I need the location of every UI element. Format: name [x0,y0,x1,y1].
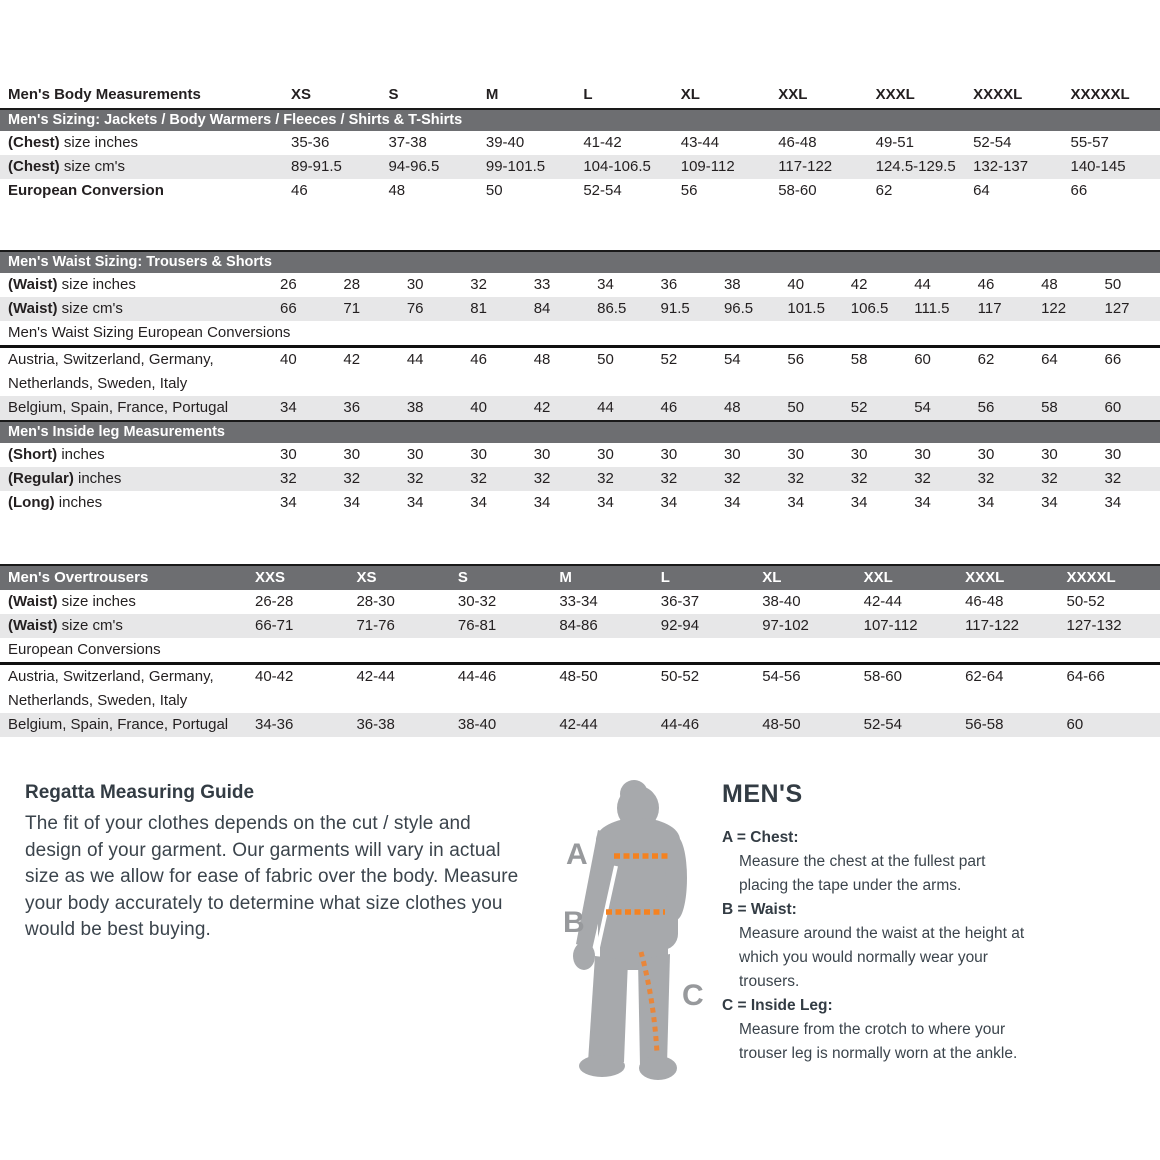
value-cell: 40 [787,276,805,293]
table-row [0,109,1160,131]
value-cell: 52-54 [973,134,1012,151]
table-row [0,590,1160,614]
value-cell: 52 [843,396,906,421]
value-cell: 32 [906,467,969,491]
size-header-cell: L [653,565,754,590]
table-title-cell: Men's Overtrousers [0,565,247,590]
size-header-cell: XL [680,86,700,103]
measure-item-description: Measure the chest at the fullest part placing the tape under the arms. [739,853,986,894]
table-row [0,614,1160,638]
size-header-cell: XL [754,565,855,590]
value-cell: 34 [533,494,551,511]
value-cell: 64-66 [1066,668,1105,685]
value-cell: 56 [970,396,1033,421]
value-cell: 140-145 [1063,155,1160,179]
section-bar-cell: Men's Waist Sizing: Trousers & Shorts [0,251,1160,273]
value-cell: 127 [1096,297,1160,321]
measuring-figure [540,760,720,1090]
value-cell: 52-54 [856,713,957,737]
value-cell: 32 [526,467,589,491]
value-cell: 34 [660,494,678,511]
value-cell: 58 [1033,396,1096,421]
size-table-waist-and-inside-leg [0,250,1160,515]
value-cell: 127-132 [1059,614,1160,638]
size-table-overtrousers [0,564,1160,737]
value-cell: 44 [914,276,931,293]
figure-label-c: C [682,979,704,1012]
size-header-cell: XS [348,565,449,590]
table-row [0,421,1160,443]
row-label-cell: (Chest) size cm's [0,155,283,179]
value-cell: 32 [970,467,1033,491]
value-cell: 111.5 [906,297,969,321]
value-cell: 56 [680,182,698,199]
value-cell: 30-32 [457,593,497,610]
mens-title: MEN'S [722,780,803,808]
value-cell: 32 [470,276,487,293]
measure-item-key: A = Chest: [722,829,799,846]
value-cell: 48-50 [754,713,855,737]
value-cell: 34 [1104,494,1122,511]
value-cell: 40-42 [255,668,294,685]
value-cell: 42-44 [551,713,652,737]
value-cell: 30 [1041,446,1058,463]
value-cell: 104-106.5 [575,155,672,179]
value-cell: 39-40 [485,134,525,151]
row-label-cell: (Chest) size inches [8,134,139,151]
value-cell: 76 [399,297,462,321]
value-cell: 38-40 [762,593,801,610]
value-cell: 84 [526,297,589,321]
value-cell: 32 [272,467,335,491]
value-cell: 94-96.5 [380,155,477,179]
value-cell: 41-42 [583,134,622,151]
value-cell: 43-44 [680,134,720,151]
value-cell: 42 [850,276,868,293]
value-cell: 62-64 [965,668,1004,685]
value-cell: 32 [462,467,525,491]
value-cell: 62 [977,351,995,368]
table-row [0,273,1160,297]
value-cell: 46 [653,396,716,421]
value-cell: 34 [787,494,805,511]
value-cell: 44-46 [457,668,497,685]
table-row [0,565,1160,590]
size-header-cell: L [583,86,593,103]
value-cell: 30 [280,446,297,463]
value-cell: 26-28 [255,593,294,610]
table-row [0,396,1160,421]
value-cell: 97-102 [754,614,855,638]
value-cell: 50-52 [1066,593,1105,610]
value-cell: 49-51 [875,134,914,151]
size-header-cell: M [551,565,652,590]
value-cell: 36 [660,276,678,293]
value-cell: 56-58 [957,713,1058,737]
value-cell: 122 [1033,297,1096,321]
value-cell: 84-86 [551,614,652,638]
value-cell: 32 [335,467,398,491]
value-cell: 38 [399,396,462,421]
table-row [0,347,1160,397]
value-cell: 48-50 [559,668,598,685]
value-cell: 34 [597,276,614,293]
value-cell: 30 [850,446,868,463]
value-cell: 66 [1104,351,1122,368]
value-cell: 62 [875,182,893,199]
value-cell: 54-56 [762,668,801,685]
table-title-cell: Men's Body Measurements [8,86,201,103]
value-cell: 30 [406,446,424,463]
row-label-cell: (Waist) size cm's [0,297,272,321]
value-cell: 106.5 [843,297,906,321]
value-cell: 44 [406,351,424,368]
value-cell: 46-48 [965,593,1004,610]
size-header-cell: XXXL [957,565,1058,590]
value-cell: 76-81 [450,614,551,638]
value-cell: 33 [533,276,551,293]
size-header-cell: XXXL [875,86,915,103]
value-cell: 30 [914,446,931,463]
value-cell: 44-46 [653,713,754,737]
mens-measure-items [722,826,1052,1066]
row-label-cell: Austria, Switzerland, Germany, Netherlands, Sweden, Italy [8,668,214,709]
value-cell: 71 [335,297,398,321]
value-cell: 107-112 [856,614,957,638]
value-cell: 38 [723,276,741,293]
value-cell: 32 [589,467,652,491]
value-cell: 64 [973,182,990,199]
table-row [0,131,1160,155]
value-cell: 132-137 [965,155,1062,179]
value-cell: 46 [470,351,487,368]
value-cell: 32 [1096,467,1160,491]
size-header-cell: S [450,565,551,590]
value-cell: 36 [335,396,398,421]
value-cell: 34 [272,396,335,421]
value-cell: 46 [291,182,308,199]
value-cell: 37-38 [388,134,427,151]
section-bar-cell: Men's Sizing: Jackets / Body Warmers / Fleeces / Shirts & T-Shirts [0,109,1160,131]
row-label-cell: European Conversion [8,182,164,199]
value-cell: 46-48 [778,134,817,151]
value-cell: 34 [406,494,424,511]
value-cell: 32 [399,467,462,491]
value-cell: 34 [723,494,741,511]
figure-label-a: A [566,838,588,871]
size-header-cell: XXXXL [973,86,1023,103]
measuring-guide-section [25,782,525,944]
value-cell: 32 [779,467,842,491]
value-cell: 34 [597,494,614,511]
value-cell: 42 [526,396,589,421]
value-cell: 34 [914,494,931,511]
value-cell: 34 [280,494,297,511]
table-row [0,664,1160,714]
section-bar-cell: Men's Inside leg Measurements [0,421,1160,443]
measure-item-key: C = Inside Leg: [722,997,833,1014]
value-cell: 58 [850,351,868,368]
value-cell: 30 [977,446,995,463]
value-cell: 66-71 [247,614,348,638]
size-header-cell: S [388,86,399,103]
value-cell: 42 [343,351,361,368]
value-cell: 117-122 [770,155,867,179]
value-cell: 32 [1033,467,1096,491]
value-cell: 30 [1104,446,1122,463]
value-cell: 46 [977,276,995,293]
value-cell: 42-44 [863,593,902,610]
row-label-cell: Belgium, Spain, France, Portugal [0,396,272,421]
value-cell: 50 [1104,276,1122,293]
table-row [0,491,1160,515]
value-cell: 58-60 [863,668,902,685]
value-cell: 30 [660,446,678,463]
value-cell: 54 [723,351,741,368]
value-cell: 92-94 [653,614,754,638]
measure-item-key: B = Waist: [722,901,797,918]
row-label-cell: (Waist) size inches [8,276,136,293]
value-cell: 124.5-129.5 [868,155,965,179]
value-cell: 30 [787,446,805,463]
value-cell: 34 [977,494,995,511]
value-cell: 71-76 [348,614,449,638]
value-cell: 60 [1059,713,1160,737]
value-cell: 35-36 [291,134,330,151]
value-cell: 56 [787,351,805,368]
value-cell: 30 [470,446,487,463]
value-cell: 48 [388,182,406,199]
table-row [0,155,1160,179]
value-cell: 54 [906,396,969,421]
value-cell: 32 [843,467,906,491]
measuring-guide-heading: Regatta Measuring Guide [25,782,255,803]
value-cell: 117-122 [957,614,1058,638]
row-label-cell: Belgium, Spain, France, Portugal [0,713,247,737]
value-cell: 66 [1070,182,1088,199]
value-cell: 50 [597,351,614,368]
value-cell: 58-60 [778,182,817,199]
measure-item-description: Measure around the waist at the height at which you would normally wear your trousers. [739,925,1025,990]
mens-measuring-instructions [722,780,1052,1066]
man-silhouette-icon [573,780,687,1080]
table-row [0,713,1160,737]
value-cell: 60 [1096,396,1160,421]
section-label-cell: European Conversions [0,638,1160,664]
row-label-cell: (Waist) size cm's [0,614,247,638]
table-row [0,179,1160,203]
value-cell: 33-34 [559,593,598,610]
value-cell: 34 [1041,494,1058,511]
value-cell: 30 [406,276,424,293]
value-cell: 34-36 [247,713,348,737]
value-cell: 38-40 [450,713,551,737]
table-row [0,443,1160,467]
size-header-cell: XS [291,86,312,103]
size-header-cell: XXXXXL [1070,86,1130,103]
value-cell: 30 [343,446,361,463]
table-row [0,467,1160,491]
size-header-cell: XXL [856,565,957,590]
size-table-body-measurements [0,82,1160,203]
table-row [0,251,1160,273]
value-cell: 50-52 [660,668,700,685]
value-cell: 86.5 [589,297,652,321]
value-cell: 40 [280,351,297,368]
row-label-cell: (Short) inches [8,446,105,463]
row-label-cell: (Waist) size inches [8,593,136,610]
value-cell: 44 [589,396,652,421]
value-cell: 30 [723,446,741,463]
row-label-cell: Austria, Switzerland, Germany, Netherlands, Sweden, Italy [8,351,214,392]
value-cell: 96.5 [716,297,779,321]
value-cell: 36-38 [348,713,449,737]
value-cell: 50 [779,396,842,421]
value-cell: 36-37 [660,593,700,610]
value-cell: 64 [1041,351,1058,368]
value-cell: 60 [914,351,931,368]
measuring-guide-paragraph: The fit of your clothes depends on the cut / style and design of your garment. Our garments will vary in actual size as we allow for ease of fabric over the body. Measure your body accurately to determine what size clothes you would be best buying. [25,813,519,940]
size-header-cell: XXS [247,565,348,590]
value-cell: 26 [280,276,297,293]
row-label-cell: (Regular) inches [0,467,272,491]
value-cell: 30 [533,446,551,463]
value-cell: 34 [470,494,487,511]
value-cell: 32 [653,467,716,491]
value-cell: 34 [850,494,868,511]
value-cell: 48 [533,351,551,368]
figure-label-b: B [563,906,585,939]
value-cell: 101.5 [779,297,842,321]
table-row [0,82,1160,109]
value-cell: 52-54 [583,182,622,199]
measure-item-description: Measure from the crotch to where your trouser leg is normally worn at the ankle. [739,1021,1018,1062]
value-cell: 52 [660,351,678,368]
value-cell: 99-101.5 [478,155,575,179]
value-cell: 91.5 [653,297,716,321]
value-cell: 48 [716,396,779,421]
value-cell: 32 [716,467,779,491]
value-cell: 34 [343,494,361,511]
value-cell: 66 [272,297,335,321]
table-row [0,297,1160,321]
value-cell: 117 [970,297,1033,321]
size-header-cell: M [485,86,499,103]
value-cell: 50 [485,182,503,199]
value-cell: 109-112 [673,155,770,179]
value-cell: 89-91.5 [283,155,380,179]
value-cell: 28-30 [356,593,395,610]
value-cell: 48 [1041,276,1058,293]
value-cell: 42-44 [356,668,395,685]
table-row [0,638,1160,664]
size-header-cell: XXXXL [1059,565,1160,590]
value-cell: 30 [597,446,614,463]
value-cell: 40 [462,396,525,421]
value-cell: 81 [462,297,525,321]
value-cell: 28 [343,276,361,293]
section-label-cell: Men's Waist Sizing European Conversions [0,321,1160,347]
value-cell: 55-57 [1070,134,1109,151]
table-row [0,321,1160,347]
size-header-cell: XXL [778,86,808,103]
row-label-cell: (Long) inches [8,494,103,511]
